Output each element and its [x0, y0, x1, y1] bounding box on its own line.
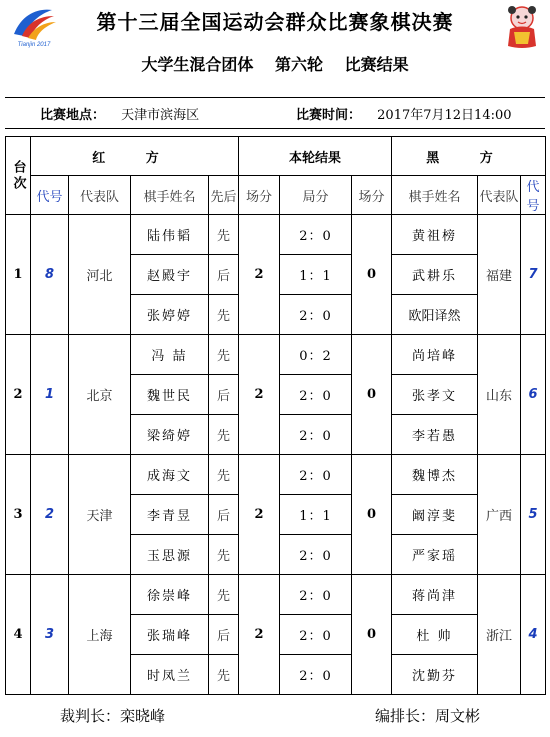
header-red-code: 代号: [31, 176, 69, 215]
black-match-points: 0: [352, 575, 392, 695]
table-header-row-2: [6, 176, 546, 215]
red-team-code: 3: [31, 575, 69, 695]
header-black-side: 黑 方: [392, 137, 546, 176]
subtitle-result: 比赛结果: [344, 55, 409, 74]
header-red-points: 场分: [239, 176, 280, 215]
referee-info: [60, 705, 165, 726]
game-score: 2：0: [280, 615, 352, 655]
red-player-name: 魏世民: [131, 375, 209, 415]
game-score: 1：1: [280, 255, 352, 295]
table-row: [6, 455, 546, 495]
red-player-name: 冯 喆: [131, 335, 209, 375]
black-player-name: 魏博杰: [392, 455, 478, 495]
black-match-points: 0: [352, 335, 392, 455]
game-score: 2：0: [280, 215, 352, 255]
red-team-name: 上海: [69, 575, 131, 695]
game-score: 2：0: [280, 295, 352, 335]
move-order: 先: [209, 295, 239, 335]
red-team-name: 北京: [69, 335, 131, 455]
red-match-points: 2: [239, 335, 280, 455]
red-team-name: 天津: [69, 455, 131, 575]
red-team-code: 2: [31, 455, 69, 575]
logo-left-text: Tianjin 2017: [17, 42, 51, 48]
subtitle-event: 大学生混合团体: [141, 55, 254, 74]
game-score: 2：0: [280, 535, 352, 575]
referee-label: 裁判长：: [60, 707, 121, 725]
red-player-name: 张婷婷: [131, 295, 209, 335]
red-match-points: 2: [239, 575, 280, 695]
table-number: 2: [6, 335, 31, 455]
header-divider-bottom: [5, 128, 545, 129]
header-game-score: 局分: [280, 176, 352, 215]
header-round-result: 本轮结果: [239, 137, 392, 176]
venue-info: [40, 104, 199, 123]
arranger-label: 编排长：: [375, 707, 436, 725]
game-score: 0：2: [280, 335, 352, 375]
black-player-name: 黄祖榜: [392, 215, 478, 255]
header-red-side: 红 方: [31, 137, 239, 176]
black-team-code: 4: [521, 575, 546, 695]
black-team-name: 福建: [478, 215, 521, 335]
red-player-name: 陆伟韬: [131, 215, 209, 255]
black-team-code: 5: [521, 455, 546, 575]
table-number: 1: [6, 215, 31, 335]
black-match-points: 0: [352, 455, 392, 575]
move-order: 先: [209, 415, 239, 455]
red-team-code: 1: [31, 335, 69, 455]
table-number: 3: [6, 455, 31, 575]
black-player-name: 杜 帅: [392, 615, 478, 655]
header-table-no: 台次: [6, 137, 31, 215]
game-score: 2：0: [280, 575, 352, 615]
arranger-name: 周文彬: [435, 707, 481, 725]
table-number: 4: [6, 575, 31, 695]
move-order: 后: [209, 375, 239, 415]
move-order: 先: [209, 535, 239, 575]
black-player-name: 尚培峰: [392, 335, 478, 375]
header-order: 先后: [209, 176, 239, 215]
red-player-name: 张瑞峰: [131, 615, 209, 655]
header-black-player: 棋手姓名: [392, 176, 478, 215]
arranger-info: [375, 705, 480, 726]
move-order: 先: [209, 335, 239, 375]
header-black-team: 代表队: [478, 176, 521, 215]
black-player-name: 阚淳斐: [392, 495, 478, 535]
red-team-code: 8: [31, 215, 69, 335]
game-score: 2：0: [280, 655, 352, 695]
black-team-name: 浙江: [478, 575, 521, 695]
red-team-name: 河北: [69, 215, 131, 335]
game-score: 2：0: [280, 455, 352, 495]
time-info: [296, 104, 512, 123]
black-player-name: 沈勤芬: [392, 655, 478, 695]
red-player-name: 成海文: [131, 455, 209, 495]
game-score: 1：1: [280, 495, 352, 535]
page-title: 第十三届全国运动会群众比赛象棋决赛: [96, 10, 454, 34]
red-match-points: 2: [239, 215, 280, 335]
red-player-name: 时凤兰: [131, 655, 209, 695]
move-order: 后: [209, 255, 239, 295]
table-row: [6, 215, 546, 255]
black-player-name: 严家瑶: [392, 535, 478, 575]
header-black-points: 场分: [352, 176, 392, 215]
black-player-name: 李若愚: [392, 415, 478, 455]
move-order: 先: [209, 575, 239, 615]
black-match-points: 0: [352, 215, 392, 335]
red-match-points: 2: [239, 455, 280, 575]
page-subtitle: [0, 52, 550, 75]
time-value: 2017年7月12日14:00: [377, 108, 512, 123]
header-black-code: 代号: [521, 176, 546, 215]
move-order: 先: [209, 215, 239, 255]
black-player-name: 蒋尚津: [392, 575, 478, 615]
move-order: 先: [209, 455, 239, 495]
header-divider-top: [5, 97, 545, 98]
game-score: 2：0: [280, 375, 352, 415]
game-score: 2：0: [280, 415, 352, 455]
black-team-code: 7: [521, 215, 546, 335]
black-player-name: 欧阳译然: [392, 295, 478, 335]
header-red-player: 棋手姓名: [131, 176, 209, 215]
time-label: 比赛时间：: [296, 108, 362, 123]
table-row: [6, 575, 546, 615]
black-team-name: 广西: [478, 455, 521, 575]
red-player-name: 徐崇峰: [131, 575, 209, 615]
black-team-code: 6: [521, 335, 546, 455]
table-header-row-1: [6, 137, 546, 176]
venue-label: 比赛地点：: [40, 108, 106, 123]
move-order: 后: [209, 615, 239, 655]
header-red-team: 代表队: [69, 176, 131, 215]
move-order: 后: [209, 495, 239, 535]
red-player-name: 玉思源: [131, 535, 209, 575]
results-table: [5, 136, 546, 695]
venue-value: 天津市滨海区: [121, 108, 200, 123]
red-player-name: 李青昱: [131, 495, 209, 535]
black-player-name: 张孝文: [392, 375, 478, 415]
table-row: [6, 335, 546, 375]
black-team-name: 山东: [478, 335, 521, 455]
black-player-name: 武耕乐: [392, 255, 478, 295]
move-order: 先: [209, 655, 239, 695]
referee-name: 栾晓峰: [120, 707, 166, 725]
red-player-name: 梁绮婷: [131, 415, 209, 455]
subtitle-round: 第六轮: [274, 55, 323, 74]
red-player-name: 赵殿宇: [131, 255, 209, 295]
